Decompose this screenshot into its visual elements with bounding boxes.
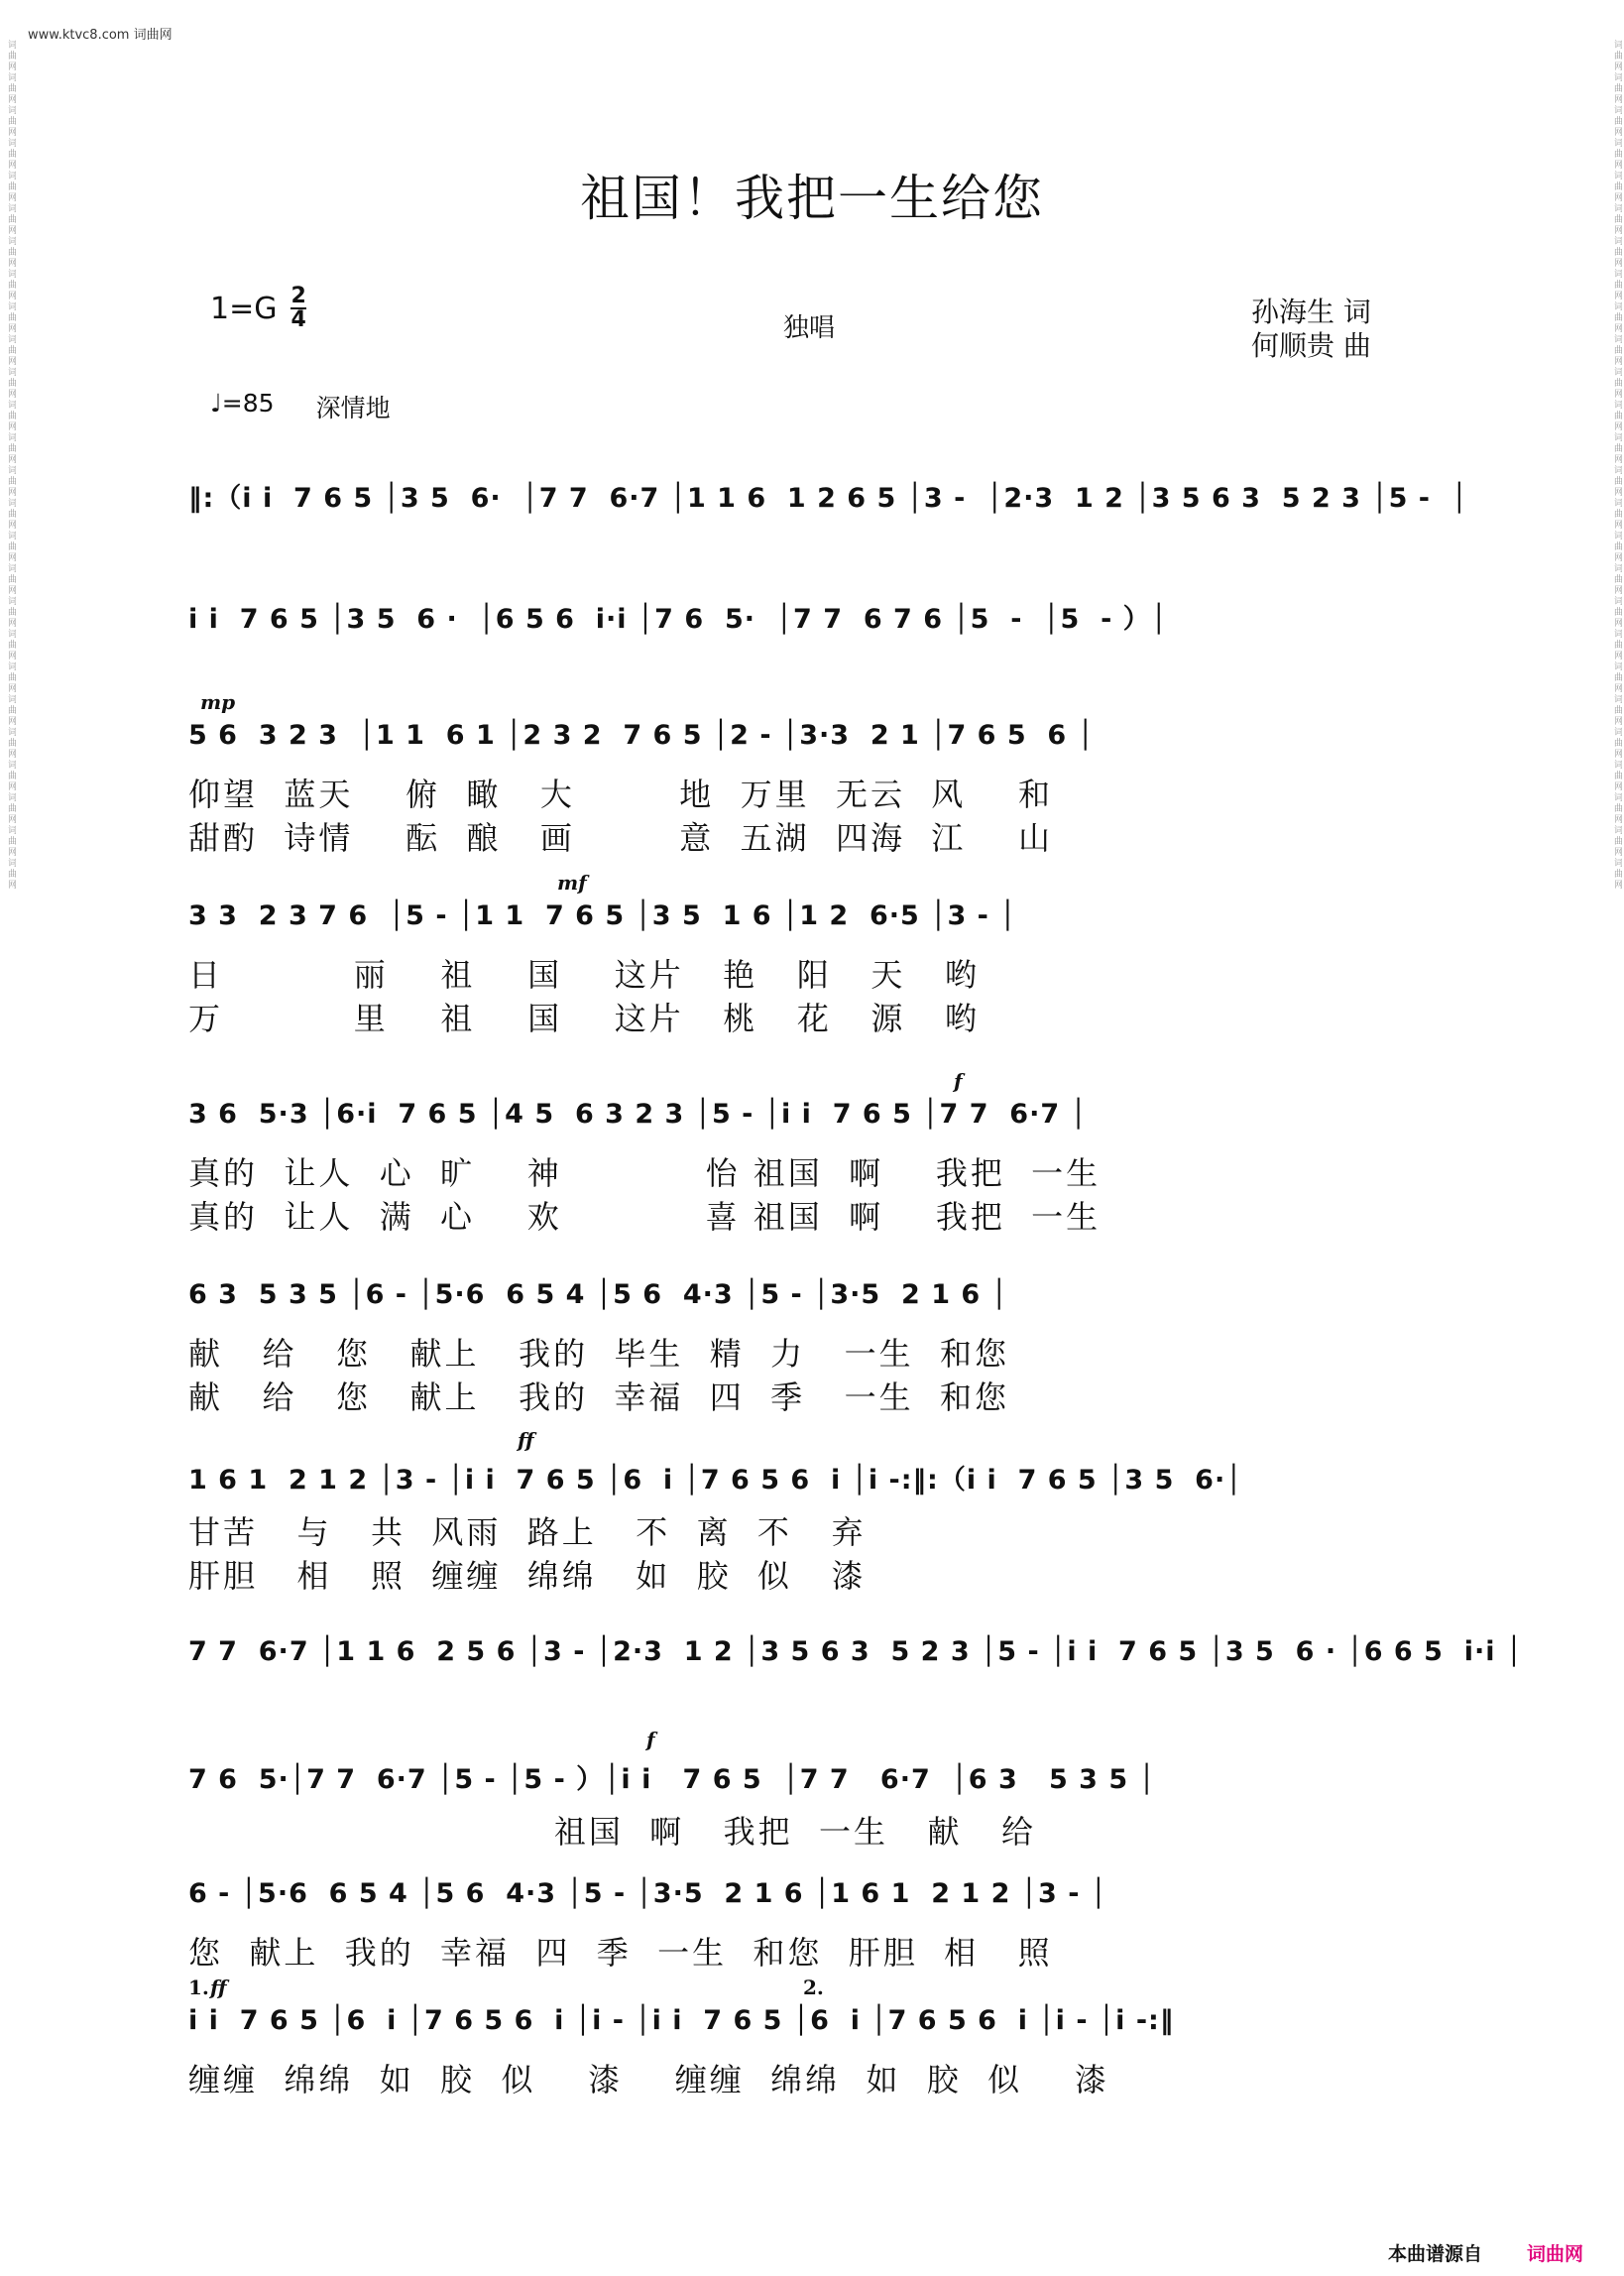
dynamic-mark: f — [646, 1728, 655, 1751]
row-notes: 7 6 5·│7 7 6·7 │5 - │5 - ）│i i 7 6 5 │7 7 6·7 │6 3 5 3 5 │ — [188, 1764, 1156, 1795]
volta-1: 1. — [188, 1976, 209, 1999]
row-notes: 6 3 5 3 5 │6 - │5·6 6 5 4 │5 6 4·3 │5 - │3·5 2 1 6 │ — [188, 1279, 1008, 1310]
lyrics-verse-2: 万 里 祖 国 这片 桃 花 源 哟 — [188, 1000, 980, 1037]
score-row-4 — [188, 871, 1438, 1037]
expression-mark: 深情地 — [315, 394, 391, 422]
score-row-11 — [188, 1976, 1438, 2114]
row-notes: 7 7 6·7 │1 1 6 2 5 6 │3 - │2·3 1 2 │3 5 6 3 5 2 3 │5 - │i i 7 6 5 │3 5 6 · │6 6 5 i·i │ — [188, 1636, 1524, 1667]
lyrics-verse-1: 您 献上 我的 幸福 四 季 一生 和您 肝胆 相 照 — [188, 1934, 1053, 1972]
lyrics-verse-2: 真的 让人 满 心 欢 喜 祖国 啊 我把 一生 — [188, 1198, 1102, 1236]
row-notes: 1 6 1 2 1 2 │3 - │i i 7 6 5 │6 i │7 6 5 6 i │i -:‖:（i i 7 6 5 │3 5 6·│ — [188, 1465, 1243, 1496]
score-row-10 — [188, 1878, 1438, 1987]
row-notes: i i 7 6 5 │3 5 6 · │6 5 6 i·i │7 6 5· │7 7 6 7 6 │5 - │5 - ）│ — [188, 604, 1168, 635]
lyrics-verse-1: 甘苦 与 共 风雨 路上 不 离 不 弃 — [188, 1513, 867, 1551]
key-label: 1=G — [210, 291, 278, 326]
row-notes: 6 - │5·6 6 5 4 │5 6 4·3 │5 - │3·5 2 1 6 │1 6 1 2 1 2 │3 - │ — [188, 1878, 1108, 1909]
score-row-7 — [188, 1428, 1438, 1595]
site-label[interactable]: www.ktvc8.com 词曲网 — [28, 28, 173, 43]
lyrics-verse-1: 日 丽 祖 国 这片 艳 阳 天 哟 — [188, 956, 980, 994]
volta-2: 2. — [803, 1976, 824, 1999]
dynamic-mark: f — [954, 1069, 963, 1093]
dynamic-mark: ff — [518, 1428, 534, 1452]
row-notes: 5 6 3 2 3 │1 1 6 1 │2 3 2 7 6 5 │2 - │3·3 2 1 │7 6 5 6 │ — [188, 720, 1095, 751]
tempo-mark: ♩=85 — [210, 389, 275, 418]
score-row-3 — [188, 690, 1438, 857]
row-notes: ‖:（i i 7 6 5 │3 5 6· │7 7 6·7 │1 1 6 1 2 6 5 │3 - │2·3 1 2 │3 5 6 3 5 2 3 │5 - │ — [188, 483, 1469, 514]
score-row-1 — [188, 476, 1469, 585]
dynamic-mark: mp — [200, 690, 236, 714]
score-row-5 — [188, 1069, 1438, 1236]
score-row-8 — [188, 1636, 1524, 1745]
lyrics-verse-1: 仰望 蓝天 俯 瞰 大 地 万里 无云 风 和 — [188, 776, 1053, 813]
row-notes: i i 7 6 5 │6 i │7 6 5 6 i │i - │i i 7 6 5 │6 i │7 6 5 6 i │i - │i -:‖ — [188, 2005, 1175, 2036]
footer-source: 本曲谱源自 — [1388, 2243, 1483, 2265]
footer-site-link[interactable]: 词曲网 — [1527, 2243, 1584, 2265]
credits — [1251, 296, 1371, 363]
lyrics-verse-2: 献 给 您 献上 我的 幸福 四 季 一生 和您 — [188, 1378, 1009, 1416]
time-bottom: 4 — [290, 307, 306, 332]
genre-label: 独唱 — [783, 313, 836, 343]
score-row-6 — [188, 1279, 1438, 1416]
lyricist: 孙海生 词 — [1251, 296, 1371, 328]
lyrics-verse-2: 甜酌 诗情 酝 酿 画 意 五湖 四海 江 山 — [188, 819, 1053, 857]
row-notes: 3 6 5·3 │6·i 7 6 5 │4 5 6 3 2 3 │5 - │i i 7 6 5 │7 7 6·7 │ — [188, 1099, 1088, 1130]
lyrics-verse-1: 祖国 啊 我把 一生 献 给 — [188, 1813, 1037, 1851]
lyrics-verse-1: 献 给 您 献上 我的 毕生 精 力 一生 和您 — [188, 1335, 1009, 1373]
lyrics-verse-1: 缠缠 绵绵 如 胶 似 漆 缠缠 绵绵 如 胶 似 漆 — [188, 2061, 1109, 2098]
tempo-line — [210, 389, 391, 424]
composer: 何顺贵 曲 — [1251, 329, 1371, 362]
time-top: 2 — [290, 284, 306, 308]
lyrics-verse-1: 真的 让人 心 旷 神 怡 祖国 啊 我把 一生 — [188, 1154, 1102, 1192]
side-watermark-left: 词曲网词曲网词曲网词曲网词曲网词曲网词曲网词曲网词曲网词曲网词曲网词曲网词曲网词曲网词曲网词曲网词曲网词曲网词曲网词曲网词曲网词曲网词曲网词曲网词曲网词曲网 — [6, 40, 16, 891]
time-signature — [290, 286, 305, 331]
side-watermark-right: 词曲网词曲网词曲网词曲网词曲网词曲网词曲网词曲网词曲网词曲网词曲网词曲网词曲网词曲网词曲网词曲网词曲网词曲网词曲网词曲网词曲网词曲网词曲网词曲网词曲网词曲网 — [1612, 40, 1622, 891]
lyrics-verse-2: 肝胆 相 照 缠缠 绵绵 如 胶 似 漆 — [188, 1557, 867, 1595]
row-notes: 3 3 2 3 7 6 │5 - │1 1 7 6 5 │3 5 1 6 │1 2 6·5 │3 - │ — [188, 900, 1017, 931]
score-row-9 — [188, 1728, 1438, 1866]
key-signature — [210, 286, 306, 331]
dynamic-mark: ff — [210, 1976, 227, 1999]
score-row-2 — [188, 597, 1438, 706]
song-title: 祖国！我把一生给您 — [580, 170, 1044, 227]
dynamic-mark: mf — [557, 871, 587, 895]
